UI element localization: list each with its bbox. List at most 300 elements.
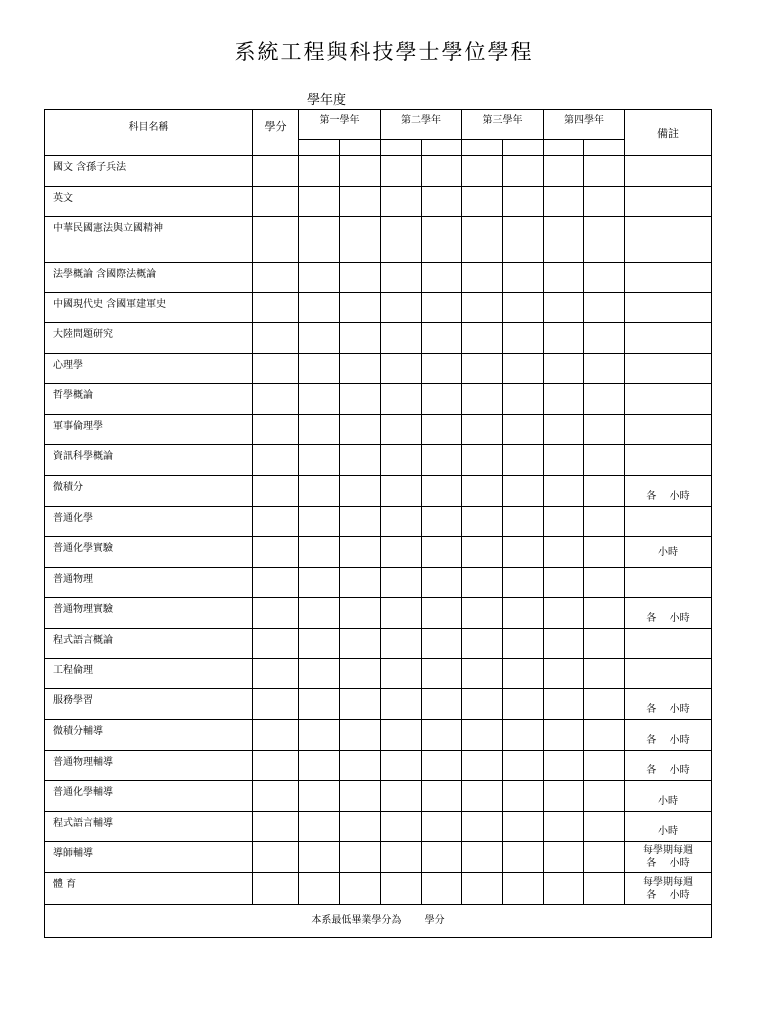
semester-cell (381, 873, 422, 905)
subject-name: 國文 含孫子兵法 (45, 156, 253, 187)
semester-cell (584, 781, 625, 812)
semester-cell (340, 873, 381, 905)
subject-name: 普通化學 (45, 507, 253, 537)
semester-cell (503, 629, 544, 659)
semester-cell (422, 263, 462, 293)
semester-cell (544, 659, 584, 689)
note-cell: 各 小時 (625, 689, 712, 720)
credit-cell (253, 629, 299, 659)
semester-cell (503, 354, 544, 384)
semester-cell (544, 415, 584, 445)
semester-cell (340, 263, 381, 293)
curriculum-table (44, 109, 712, 938)
semester-cell (462, 187, 503, 217)
note-cell (625, 507, 712, 537)
semester-cell (544, 217, 584, 263)
semester-cell (503, 476, 544, 507)
semester-cell (462, 217, 503, 263)
table-row (45, 354, 712, 384)
table-row (45, 568, 712, 598)
header-credits: 學分 (253, 110, 299, 156)
semester-cell (462, 384, 503, 415)
header-year-2: 第二學年 (381, 110, 462, 140)
semester-cell (503, 507, 544, 537)
semester-cell (462, 689, 503, 720)
table-row (45, 873, 712, 905)
semester-cell (422, 156, 462, 187)
semester-cell (299, 842, 340, 873)
semester-cell (584, 812, 625, 842)
semester-cell (462, 812, 503, 842)
semester-cell (299, 293, 340, 323)
semester-cell (422, 384, 462, 415)
semester-cell (381, 751, 422, 781)
subject-name: 工程倫理 (45, 659, 253, 689)
subject-name: 普通物理 (45, 568, 253, 598)
note-line-2: 各 小時 (646, 889, 690, 901)
semester-cell (544, 568, 584, 598)
semester-cell (340, 689, 381, 720)
note-cell (625, 629, 712, 659)
semester-cell (340, 354, 381, 384)
table-row (45, 263, 712, 293)
semester-cell (422, 445, 462, 476)
note-line-1: 每學期每週 (643, 876, 693, 888)
header-row (45, 110, 712, 140)
table-row (45, 659, 712, 689)
subject-name: 微積分輔導 (45, 720, 253, 751)
table-row (45, 507, 712, 537)
semester-cell (340, 781, 381, 812)
semester-cell (503, 537, 544, 568)
note-line-2: 各 小時 (646, 858, 690, 869)
semester-cell (381, 720, 422, 751)
semester-cell (584, 293, 625, 323)
semester-cell (299, 720, 340, 751)
semester-cell (381, 781, 422, 812)
semester-cell (503, 720, 544, 751)
subject-name: 資訊科學概論 (45, 445, 253, 476)
semester-cell (381, 415, 422, 445)
subject-name: 普通物理輔導 (45, 751, 253, 781)
subject-name: 哲學概論 (45, 384, 253, 415)
semester-cell (422, 720, 462, 751)
semester-cell (462, 140, 503, 156)
credit-cell (253, 720, 299, 751)
semester-cell (422, 568, 462, 598)
credit-cell (253, 842, 299, 873)
note-cell (625, 659, 712, 689)
semester-cell (584, 415, 625, 445)
semester-cell (422, 415, 462, 445)
note-cell (625, 263, 712, 293)
semester-cell (299, 445, 340, 476)
semester-cell (422, 842, 462, 873)
semester-cell (544, 156, 584, 187)
semester-cell (544, 720, 584, 751)
semester-cell (299, 873, 340, 905)
semester-cell (422, 629, 462, 659)
semester-cell (299, 751, 340, 781)
semester-cell (584, 689, 625, 720)
semester-cell (544, 384, 584, 415)
semester-cell (422, 217, 462, 263)
subject-name: 法學概論 含國際法概論 (45, 263, 253, 293)
header-note: 備註 (625, 110, 712, 156)
semester-cell (422, 323, 462, 354)
credit-cell (253, 812, 299, 842)
semester-cell (544, 263, 584, 293)
note-cell: 小時 (625, 781, 712, 812)
semester-cell (381, 354, 422, 384)
note-cell (625, 187, 712, 217)
semester-cell (381, 507, 422, 537)
semester-cell (422, 507, 462, 537)
semester-cell (462, 415, 503, 445)
semester-cell (503, 293, 544, 323)
semester-cell (462, 507, 503, 537)
semester-cell (503, 323, 544, 354)
semester-cell (503, 812, 544, 842)
note-cell: 各 小時 (625, 720, 712, 751)
semester-cell (422, 689, 462, 720)
semester-cell (584, 476, 625, 507)
credit-cell (253, 217, 299, 263)
page-title: 系統工程與科技學士學位學程 (234, 40, 534, 64)
semester-cell (462, 263, 503, 293)
semester-cell (544, 323, 584, 354)
semester-cell (503, 187, 544, 217)
semester-cell (503, 384, 544, 415)
credit-cell (253, 384, 299, 415)
header-year-4: 第四學年 (544, 110, 625, 140)
subject-name: 軍事倫理學 (45, 415, 253, 445)
semester-cell (503, 781, 544, 812)
semester-cell (584, 629, 625, 659)
subject-name: 英文 (45, 187, 253, 217)
semester-cell (340, 598, 381, 629)
header-year-3: 第三學年 (462, 110, 544, 140)
semester-cell (299, 689, 340, 720)
semester-cell (544, 751, 584, 781)
header-year-1: 第一學年 (299, 110, 381, 140)
semester-cell (340, 751, 381, 781)
semester-cell (340, 629, 381, 659)
semester-cell (544, 598, 584, 629)
semester-cell (584, 873, 625, 905)
semester-cell (381, 629, 422, 659)
table-row (45, 293, 712, 323)
semester-cell (503, 842, 544, 873)
semester-cell (340, 476, 381, 507)
semester-cell (381, 293, 422, 323)
semester-cell (584, 445, 625, 476)
semester-cell (462, 781, 503, 812)
credit-cell (253, 476, 299, 507)
note-cell (625, 415, 712, 445)
semester-cell (503, 156, 544, 187)
credit-cell (253, 263, 299, 293)
table-row (45, 812, 712, 842)
semester-cell (503, 689, 544, 720)
semester-cell (381, 812, 422, 842)
subject-name: 程式語言輔導 (45, 812, 253, 842)
semester-cell (299, 507, 340, 537)
semester-cell (584, 384, 625, 415)
subject-name: 中華民國憲法與立國精神 (45, 217, 253, 263)
header-subject: 科目名稱 (45, 110, 253, 156)
semester-cell (422, 537, 462, 568)
credit-cell (253, 323, 299, 354)
semester-cell (381, 537, 422, 568)
semester-cell (544, 293, 584, 323)
semester-cell (299, 323, 340, 354)
credit-cell (253, 751, 299, 781)
semester-cell (462, 354, 503, 384)
note-cell (625, 873, 712, 905)
semester-cell (462, 751, 503, 781)
subject-name: 服務學習 (45, 689, 253, 720)
semester-cell (340, 140, 381, 156)
semester-cell (462, 659, 503, 689)
semester-cell (299, 568, 340, 598)
semester-cell (340, 812, 381, 842)
semester-cell (299, 415, 340, 445)
semester-cell (422, 293, 462, 323)
table-row (45, 751, 712, 781)
semester-cell (584, 720, 625, 751)
table-row (45, 476, 712, 507)
semester-cell (381, 217, 422, 263)
semester-cell (381, 445, 422, 476)
semester-cell (584, 568, 625, 598)
semester-cell (544, 354, 584, 384)
table-row (45, 537, 712, 568)
semester-cell (584, 156, 625, 187)
note-cell (625, 156, 712, 187)
table-row (45, 156, 712, 187)
minimum-credits-note: 本系最低畢業學分為 學分 (45, 905, 712, 938)
semester-cell (381, 659, 422, 689)
semester-cell (299, 659, 340, 689)
semester-cell (544, 689, 584, 720)
note-cell (625, 217, 712, 263)
note-cell (625, 354, 712, 384)
subject-name: 心理學 (45, 354, 253, 384)
semester-cell (422, 659, 462, 689)
note-cell (625, 384, 712, 415)
semester-cell (503, 568, 544, 598)
semester-cell (299, 140, 340, 156)
note-cell (625, 293, 712, 323)
semester-cell (340, 507, 381, 537)
semester-cell (340, 537, 381, 568)
note-line-1: 每學期每週 (643, 845, 693, 856)
semester-cell (299, 384, 340, 415)
subject-name: 微積分 (45, 476, 253, 507)
credit-cell (253, 293, 299, 323)
semester-cell (503, 415, 544, 445)
semester-cell (584, 598, 625, 629)
table-row (45, 689, 712, 720)
semester-cell (544, 629, 584, 659)
semester-cell (544, 187, 584, 217)
semester-cell (503, 873, 544, 905)
semester-cell (422, 812, 462, 842)
semester-cell (503, 751, 544, 781)
semester-cell (503, 659, 544, 689)
semester-cell (381, 263, 422, 293)
note-cell: 各 小時 (625, 751, 712, 781)
semester-cell (462, 293, 503, 323)
semester-cell (584, 537, 625, 568)
semester-cell (544, 445, 584, 476)
subject-name: 體 育 (45, 873, 253, 905)
semester-cell (462, 598, 503, 629)
semester-cell (381, 140, 422, 156)
academic-year-label: 學年度 (307, 93, 347, 108)
semester-cell (340, 293, 381, 323)
semester-cell (462, 445, 503, 476)
credit-cell (253, 568, 299, 598)
semester-cell (340, 415, 381, 445)
credit-cell (253, 415, 299, 445)
semester-cell (381, 476, 422, 507)
semester-cell (340, 842, 381, 873)
semester-cell (299, 537, 340, 568)
semester-cell (381, 323, 422, 354)
semester-cell (544, 873, 584, 905)
semester-cell (462, 323, 503, 354)
note-cell: 小時 (625, 812, 712, 842)
semester-cell (584, 140, 625, 156)
note-cell: 各 小時 (625, 476, 712, 507)
table-row (45, 781, 712, 812)
subject-name: 程式語言概論 (45, 629, 253, 659)
table-row (45, 323, 712, 354)
semester-cell (299, 812, 340, 842)
semester-cell (381, 598, 422, 629)
semester-cell (422, 598, 462, 629)
semester-cell (503, 140, 544, 156)
subject-name: 大陸問題研究 (45, 323, 253, 354)
semester-cell (584, 187, 625, 217)
note-cell (625, 842, 712, 873)
semester-cell (340, 568, 381, 598)
credit-cell (253, 354, 299, 384)
semester-cell (340, 323, 381, 354)
semester-cell (381, 187, 422, 217)
semester-cell (584, 354, 625, 384)
semester-cell (381, 842, 422, 873)
credit-cell (253, 689, 299, 720)
table-row (45, 187, 712, 217)
semester-cell (340, 720, 381, 751)
semester-cell (462, 156, 503, 187)
table-row (45, 629, 712, 659)
semester-cell (584, 751, 625, 781)
semester-cell (299, 217, 340, 263)
semester-cell (544, 537, 584, 568)
subject-name: 普通物理實驗 (45, 598, 253, 629)
note-cell: 各 小時 (625, 598, 712, 629)
semester-cell (299, 263, 340, 293)
credit-cell (253, 781, 299, 812)
semester-cell (584, 507, 625, 537)
semester-cell (584, 263, 625, 293)
semester-cell (462, 476, 503, 507)
semester-cell (544, 140, 584, 156)
semester-cell (462, 873, 503, 905)
semester-cell (340, 384, 381, 415)
credit-cell (253, 659, 299, 689)
semester-cell (422, 873, 462, 905)
semester-cell (422, 140, 462, 156)
credit-cell (253, 187, 299, 217)
semester-cell (299, 781, 340, 812)
table-row (45, 384, 712, 415)
credit-cell (253, 156, 299, 187)
semester-cell (422, 781, 462, 812)
table-row (45, 720, 712, 751)
table-row (45, 445, 712, 476)
semester-cell (544, 476, 584, 507)
semester-cell (340, 445, 381, 476)
semester-cell (340, 156, 381, 187)
semester-cell (584, 323, 625, 354)
credit-cell (253, 873, 299, 905)
semester-cell (544, 507, 584, 537)
subject-name: 普通化學實驗 (45, 537, 253, 568)
semester-cell (584, 842, 625, 873)
semester-cell (381, 568, 422, 598)
semester-cell (503, 263, 544, 293)
table-row (45, 217, 712, 263)
table-row (45, 842, 712, 873)
note-cell (625, 445, 712, 476)
subject-name: 導師輔導 (45, 842, 253, 873)
credit-cell (253, 507, 299, 537)
semester-cell (544, 842, 584, 873)
table-row (45, 598, 712, 629)
note-cell (625, 568, 712, 598)
subject-name: 普通化學輔導 (45, 781, 253, 812)
semester-cell (462, 537, 503, 568)
semester-cell (299, 598, 340, 629)
semester-cell (422, 354, 462, 384)
semester-cell (503, 598, 544, 629)
semester-cell (299, 629, 340, 659)
semester-cell (381, 384, 422, 415)
semester-cell (381, 156, 422, 187)
footer-row (45, 905, 712, 938)
semester-cell (299, 354, 340, 384)
semester-cell (422, 751, 462, 781)
semester-cell (462, 720, 503, 751)
note-cell (625, 323, 712, 354)
semester-cell (462, 629, 503, 659)
subject-name: 中國現代史 含國軍建軍史 (45, 293, 253, 323)
semester-cell (299, 187, 340, 217)
semester-cell (422, 476, 462, 507)
semester-cell (381, 689, 422, 720)
semester-cell (340, 659, 381, 689)
semester-cell (340, 217, 381, 263)
credit-cell (253, 598, 299, 629)
credit-cell (253, 445, 299, 476)
semester-cell (340, 187, 381, 217)
semester-cell (299, 476, 340, 507)
